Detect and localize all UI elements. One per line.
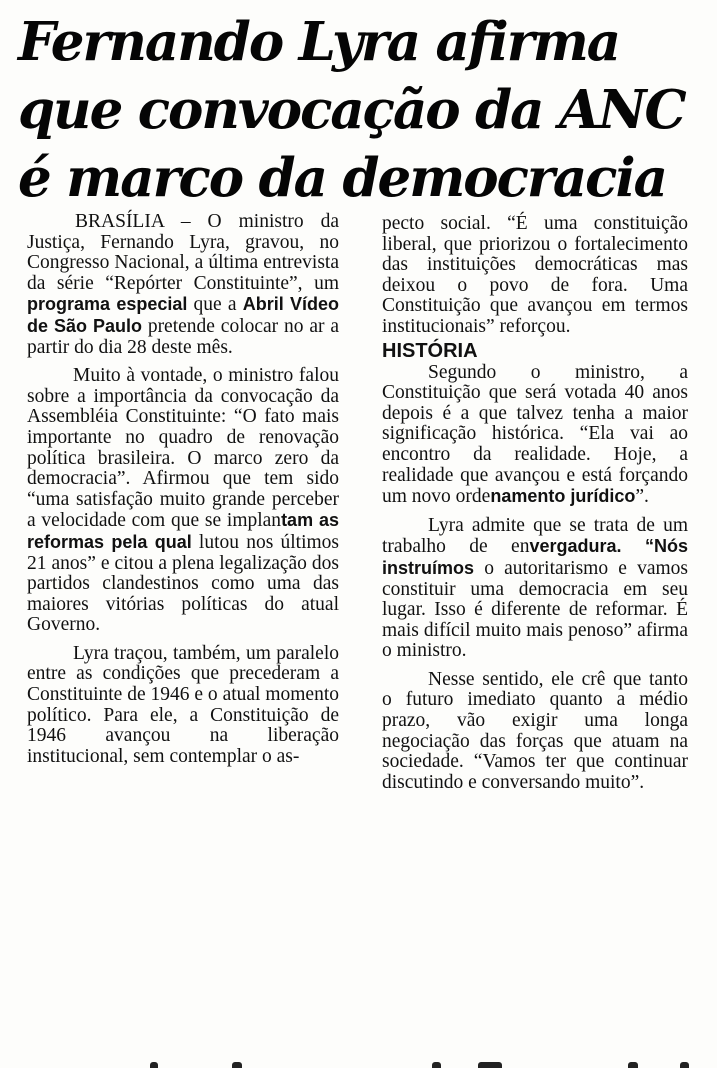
headline-line-1: Fernando Lyra afirma <box>18 11 620 73</box>
text-run: que a <box>187 294 243 316</box>
headline <box>18 8 708 212</box>
bold-run: vergadura. “Nós instruímos <box>382 536 688 578</box>
text-run: o autoritarismo e vamos constituir uma democracia em seu lugar. Isso é diferente de reformar. É mais difícil muito mais penoso” afirma o ministro. <box>382 557 688 662</box>
text-run: Segundo o ministro, a Constituição que será votada 40 anos depois é a que talvez tenha a maior significação histórica. “Ela vai ao encontro da realidade. Hoje, a realidade que avançou e está forçando um novo orde <box>382 361 688 508</box>
text-run: lutou nos últimos 21 anos” e citou a plena legalização dos partidos clandestinos como uma das maiores vitórias políticas do atual Governo. <box>27 531 340 636</box>
text-run: pretende colocar no ar a partir do dia 28 deste mês. <box>27 315 339 358</box>
text-run: ”. <box>635 486 649 508</box>
bold-run: programa especial <box>27 294 188 315</box>
text-run: Muito à vontade, o ministro falou sobre a importância da convocação da Assembléia Constituinte: “O fato mais importante no quadro de renovação política brasileira. O marco zero da democracia”. Afirmou que tem sido “uma satisfação muito grande perceber a velocidade com que se implan <box>27 365 339 532</box>
headline-line-2: que convocação da ANC <box>18 79 685 141</box>
subheading: HISTÓRIA <box>382 339 478 362</box>
headline-line-3: é marco da democracia <box>18 147 666 209</box>
bold-run: tam as reformas pela qual <box>27 510 339 552</box>
article-column-left <box>27 212 339 767</box>
text-run: Lyra admite que se trata de um trabalho de en <box>382 514 688 558</box>
text-run: BRASÍLIA – O ministro da Justiça, Fernando Lyra, gravou, no Congresso Nacional, a última entrevista da série “Repórter Constituinte”, um <box>27 211 339 294</box>
paragraph-segundo <box>382 363 688 508</box>
paragraph-nesse-sentido: Nesse sentido, ele crê que tanto o futuro imediato quanto a médio prazo, vão exigir uma longa negociação das forças que atuam na sociedade. “Vamos ter que continuar discutindo e conversando muito”. <box>382 668 688 793</box>
paragraph-convocacao <box>27 366 339 636</box>
paragraph-lyra-admite <box>382 516 688 662</box>
article-column-right <box>382 214 688 793</box>
paragraph-paralelo: Lyra traçou, também, um paralelo entre as condições que precederam a Constituinte de 1946 e o atual momento político. Para ele, a Constituição de 1946 avançou na liberação institucional, sem contemplar o as- <box>27 642 339 767</box>
paragraph-continuation: pecto social. “É uma constituição liberal, que priorizou o fortalecimento das instituições democráticas mas deixou o povo de fora. Uma Constituição que avançou em termos institucionais” reforçou. <box>382 213 688 337</box>
bold-run: Abril Vídeo de São Paulo <box>27 294 340 336</box>
cut-off-next-line <box>0 1058 717 1068</box>
bold-run: namento jurídico <box>490 486 636 507</box>
paragraph-intro <box>27 212 339 358</box>
